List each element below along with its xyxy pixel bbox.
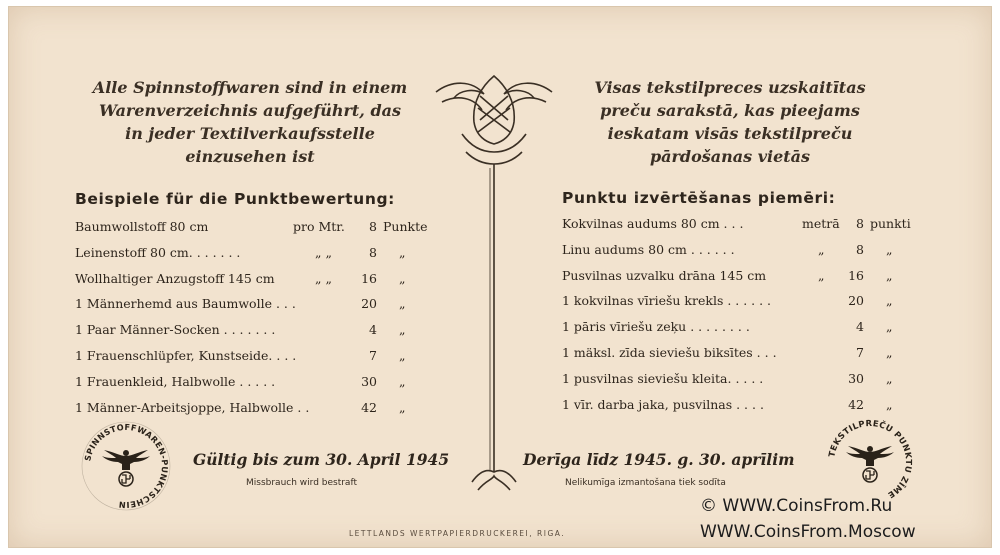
latvian-intro-line: Visas tekstilpreces uzskaitītas: [594, 78, 866, 97]
german-table: [75, 219, 435, 425]
watermark-line: © WWW.CoinsFrom.Ru: [700, 496, 893, 516]
german-intro-line: einzusehen ist: [185, 147, 315, 166]
german-stamp-icon: [76, 416, 176, 516]
item-name: 1 Männer-Arbeitsjoppe, Halbwolle . .: [75, 399, 310, 415]
item-unit: „: [818, 241, 825, 257]
item-suffix: „: [399, 322, 406, 338]
german-intro: [70, 76, 430, 168]
item-suffix: „: [886, 319, 893, 335]
item-points: 8: [856, 216, 864, 231]
item-suffix: „: [399, 347, 406, 363]
table-row: [562, 319, 922, 345]
item-name: Wollhaltiger Anzugstoff 145 cm: [75, 270, 275, 286]
item-name: 1 Paar Männer-Socken . . . . . . .: [75, 322, 276, 338]
item-suffix: „: [886, 293, 893, 309]
item-name: Pusvilnas uzvalku drāna 145 cm: [562, 267, 767, 283]
item-name: Kokvilnas audums 80 cm . . .: [562, 216, 744, 231]
item-suffix: Punkte: [383, 219, 428, 234]
item-points: 16: [361, 270, 377, 286]
item-suffix: „: [886, 267, 893, 283]
table-row: [562, 216, 922, 242]
item-unit: pro Mtr.: [293, 219, 345, 234]
table-row: [562, 293, 922, 319]
item-suffix: „: [399, 296, 406, 312]
latvian-validity: Derīga līdz 1945. g. 30. aprīlim: [523, 450, 795, 469]
item-points: 8: [856, 241, 864, 257]
german-heading: Beispiele für die Punktbewertung:: [75, 190, 395, 208]
item-points: 30: [848, 370, 864, 386]
item-points: 20: [361, 296, 377, 312]
german-validity: Gültig bis zum 30. April 1945: [193, 450, 450, 469]
item-suffix: „: [886, 370, 893, 386]
german-warning: Missbrauch wird bestraft: [246, 478, 357, 488]
latvian-intro: [560, 76, 900, 168]
table-row: [562, 345, 922, 371]
ornament-icon: [432, 72, 556, 492]
item-name: 1 vīr. darba jaka, pusvilnas . . . .: [562, 396, 764, 412]
item-suffix: punkti: [870, 216, 911, 231]
item-name: 1 kokvilnas vīriešu krekls . . . . . .: [562, 293, 772, 309]
item-points: 8: [369, 219, 377, 234]
stamp-text: TEKSTILPREČU PUNKTU ZĪME: [826, 417, 915, 501]
item-name: Baumwollstoff 80 cm: [75, 219, 209, 234]
printer-imprint: LETTLANDS WERTPAPIERDRUCKEREI, RIGA.: [349, 529, 566, 538]
item-name: 1 mäksl. zīda sieviešu biksītes . . .: [562, 344, 777, 360]
item-points: 42: [361, 399, 377, 415]
german-intro-line: Warenverzeichnis aufgeführt, das: [98, 101, 402, 120]
item-points: 20: [848, 293, 864, 309]
item-points: 4: [856, 319, 864, 335]
latvian-intro-line: ieskatam visās tekstilpreču: [607, 124, 853, 143]
item-name: Linu audums 80 cm . . . . . .: [562, 241, 735, 257]
table-row: [75, 374, 435, 400]
item-points: 8: [369, 244, 377, 260]
table-row: [75, 322, 435, 348]
german-intro-line: in jeder Textilverkaufsstelle: [125, 124, 375, 143]
item-name: 1 Frauenschlüpfer, Kunstseide. . . .: [75, 347, 297, 363]
item-points: 4: [369, 322, 377, 338]
item-suffix: „: [399, 373, 406, 389]
table-row: [562, 242, 922, 268]
item-points: 42: [848, 396, 864, 412]
table-row: [562, 268, 922, 294]
table-row: [562, 371, 922, 397]
item-suffix: „: [886, 396, 893, 412]
item-unit: „ „: [315, 244, 332, 260]
latvian-intro-line: preču sarakstā, kas pieejams: [600, 101, 860, 120]
table-row: [75, 348, 435, 374]
table-row: [75, 245, 435, 271]
latvian-table: [562, 216, 922, 422]
item-unit: metrā: [802, 216, 840, 231]
item-suffix: „: [886, 241, 893, 257]
item-suffix: „: [399, 244, 406, 260]
item-points: 7: [369, 347, 377, 363]
item-suffix: „: [399, 270, 406, 286]
item-unit: „ „: [315, 270, 332, 286]
item-name: 1 pusvilnas sieviešu kleita. . . . .: [562, 370, 764, 386]
item-name: 1 Frauenkleid, Halbwolle . . . . .: [75, 373, 276, 389]
table-row: [75, 296, 435, 322]
item-suffix: „: [399, 399, 406, 415]
latvian-warning: Nelikumīga izmantošana tiek sodīta: [565, 478, 726, 488]
item-name: 1 Männerhemd aus Baumwolle . . .: [75, 296, 296, 312]
table-row: [75, 219, 435, 245]
table-row: [75, 271, 435, 297]
latvian-intro-line: pārdošanas vietās: [649, 147, 811, 166]
item-name: 1 pāris vīriešu zeķu . . . . . . . .: [562, 319, 750, 335]
german-intro-line: Alle Spinnstoffwaren sind in einem: [92, 78, 408, 97]
item-suffix: „: [886, 344, 893, 360]
item-name: Leinenstoff 80 cm. . . . . . .: [75, 244, 241, 260]
item-points: 7: [856, 344, 864, 360]
item-points: 30: [361, 373, 377, 389]
item-unit: „: [818, 267, 825, 283]
item-points: 16: [848, 267, 864, 283]
stamp-text: SPINNSTOFFWAREN-PUNKTSCHEIN: [82, 421, 171, 511]
latvian-heading: Punktu izvērtēšanas piemēri:: [562, 189, 836, 207]
watermark-line: WWW.CoinsFrom.Moscow: [700, 522, 916, 542]
